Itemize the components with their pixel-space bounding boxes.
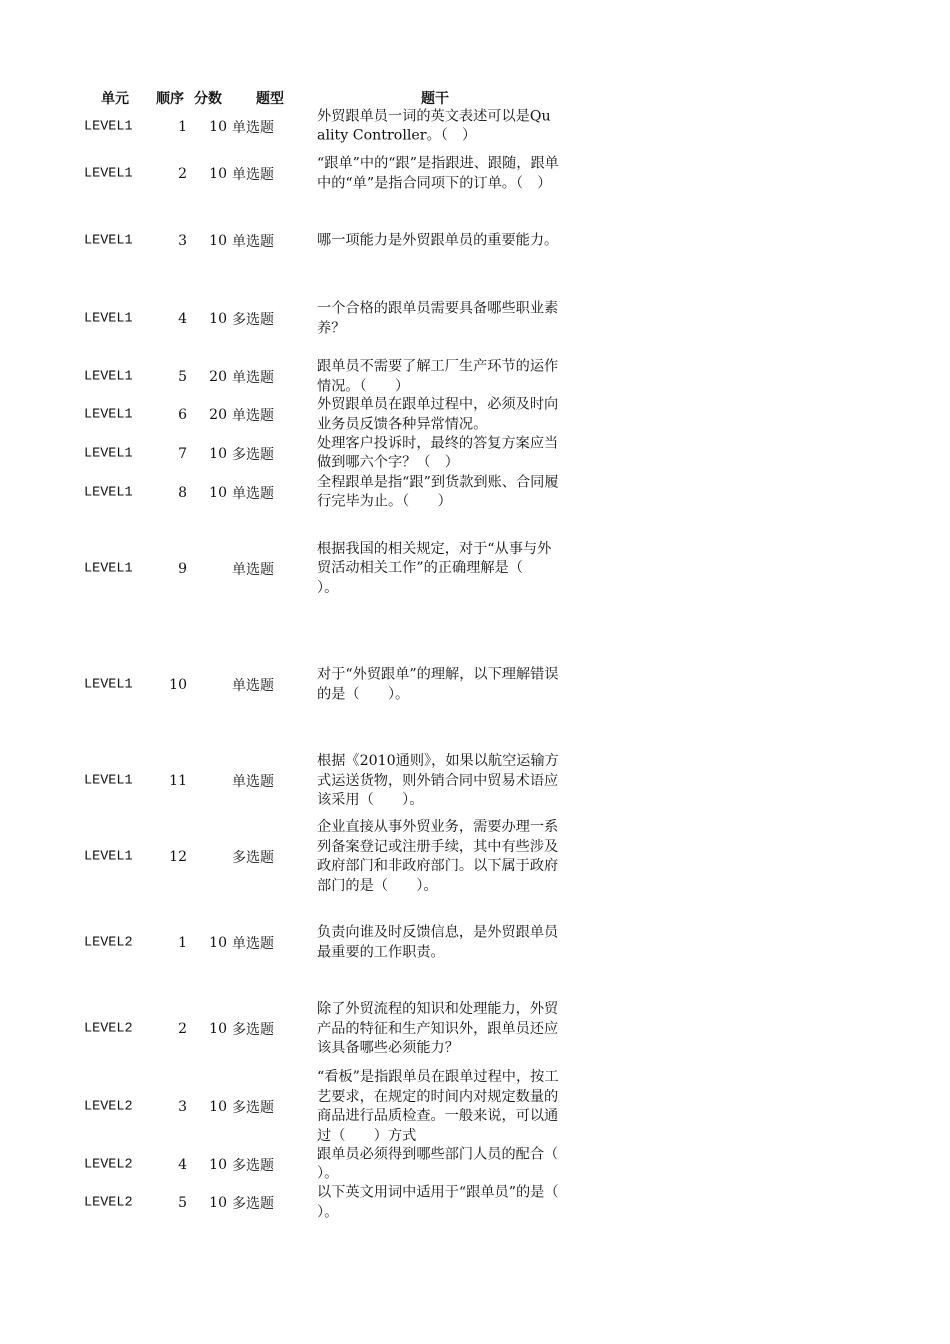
stem-cell: 根据《2010通则》，如果以航空运输方式运送货物，则外销合同中贸易术语应该采用（ ）。 <box>317 752 559 808</box>
unit-cell: LEVEL1 <box>84 407 133 423</box>
order-cell: 11 <box>169 773 187 789</box>
order-cell: 5 <box>178 1195 187 1211</box>
table-row <box>0 817 950 897</box>
stem-cell: 一个合格的跟单员需要具备哪些职业素养？ <box>317 300 559 336</box>
table-row <box>0 434 950 473</box>
stem-cell: 企业直接从事外贸业务，需要办理一系列备案登记或注册手续，其中有些涉及政府部门和非政府部门。以下属于政府部门的是（ ）。 <box>317 819 559 894</box>
order-cell: 6 <box>178 407 187 423</box>
table-row <box>0 625 950 745</box>
score-cell: 10 <box>209 1021 227 1037</box>
score-cell: 10 <box>209 233 227 249</box>
unit-cell: LEVEL2 <box>84 935 133 951</box>
table-row <box>0 107 950 146</box>
order-cell: 2 <box>178 166 187 182</box>
unit-cell: LEVEL1 <box>84 485 133 500</box>
unit-cell: LEVEL1 <box>84 166 133 182</box>
score-cell: 10 <box>209 311 227 327</box>
type-cell: 单选题 <box>232 408 274 424</box>
order-cell: 3 <box>178 1099 187 1115</box>
score-cell: 10 <box>209 1156 227 1173</box>
score-cell: 10 <box>209 118 227 135</box>
stem-cell: 全程跟单是指“跟”到货款到账、合同履行完毕为止。（ ） <box>317 474 559 510</box>
stem-cell: 跟单员不需要了解工厂生产环节的运作情况。（ ） <box>317 358 559 394</box>
score-cell: 20 <box>209 407 227 423</box>
header-type: 题型 <box>256 91 284 107</box>
stem-cell: “跟单”中的“跟”是指跟进、跟随，跟单中的“单”是指合同项下的订单。（ ） <box>317 155 559 191</box>
type-cell: 多选题 <box>232 1100 274 1116</box>
score-cell: 10 <box>209 445 227 462</box>
table-row <box>0 1184 950 1222</box>
unit-cell: LEVEL2 <box>84 1021 133 1037</box>
table-row <box>0 280 950 358</box>
score-cell: 10 <box>209 935 227 951</box>
type-cell: 单选题 <box>232 370 274 386</box>
unit-cell: LEVEL2 <box>84 1099 133 1115</box>
table-row <box>0 358 950 396</box>
table-row <box>0 1069 950 1145</box>
type-cell: 单选题 <box>232 167 274 183</box>
order-cell: 10 <box>169 677 187 693</box>
type-cell: 多选题 <box>232 312 274 328</box>
unit-cell: LEVEL2 <box>84 1195 133 1211</box>
stem-cell: 以下英文用词中适用于“跟单员”的是（ ）。 <box>317 1184 587 1220</box>
type-cell: 多选题 <box>232 850 274 866</box>
table-row <box>0 512 950 625</box>
table-row <box>0 473 950 512</box>
type-cell: 单选题 <box>232 678 274 694</box>
order-cell: 7 <box>178 445 187 462</box>
stem-cell: 除了外贸流程的知识和处理能力，外贸产品的特征和生产知识外，跟单员还应该具备哪些必须能力？ <box>317 1000 559 1056</box>
order-cell: 2 <box>178 1021 187 1037</box>
type-cell: 单选题 <box>232 561 274 578</box>
order-cell: 5 <box>178 369 187 385</box>
table-row <box>0 146 950 202</box>
stem-cell: 根据我国的相关规定，对于“从事与外贸活动相关工作”的正确理解是（ ）。 <box>317 540 552 596</box>
score-cell: 10 <box>209 484 227 501</box>
stem-cell: 对于“外贸跟单”的理解，以下理解错误的是（ ）。 <box>317 666 559 702</box>
stem-cell: 负责向谁及时反馈信息，是外贸跟单员最重要的工作职责。 <box>317 924 559 960</box>
score-cell: 10 <box>209 166 227 182</box>
unit-cell: LEVEL1 <box>84 119 133 134</box>
header-order: 顺序 <box>156 91 184 107</box>
unit-cell: LEVEL1 <box>84 311 133 327</box>
type-cell: 多选题 <box>232 1022 274 1038</box>
unit-cell: LEVEL1 <box>84 446 133 461</box>
table-row <box>0 989 950 1069</box>
type-cell: 单选题 <box>232 936 274 952</box>
table-row <box>0 202 950 280</box>
score-cell: 10 <box>209 1099 227 1115</box>
stem-cell: “看板”是指跟单员在跟单过程中，按工艺要求，在规定的时间内对规定数量的商品进行品质检查。一般来说，可以通过（ ）方式 <box>317 1069 559 1144</box>
type-cell: 单选题 <box>232 234 274 250</box>
type-cell: 单选题 <box>232 119 274 136</box>
score-cell: 20 <box>209 369 227 385</box>
stem-cell: 处理客户投诉时，最终的答复方案应当做到哪六个字？（ ） <box>317 435 559 471</box>
order-cell: 12 <box>169 849 187 865</box>
header-score: 分数 <box>194 91 222 107</box>
unit-cell: LEVEL1 <box>84 849 133 865</box>
header-unit: 单元 <box>101 91 129 107</box>
header-stem: 题干 <box>421 91 449 107</box>
stem-cell: 哪一项能力是外贸跟单员的重要能力。 <box>317 232 559 249</box>
order-cell: 1 <box>178 935 187 951</box>
table-row <box>0 745 950 817</box>
table-row <box>0 396 950 434</box>
order-cell: 8 <box>178 484 187 501</box>
order-cell: 9 <box>178 560 187 577</box>
order-cell: 4 <box>178 311 187 327</box>
type-cell: 多选题 <box>232 1157 274 1174</box>
table-row <box>0 1145 950 1184</box>
type-cell: 单选题 <box>232 774 274 790</box>
unit-cell: LEVEL1 <box>84 773 133 789</box>
stem-cell: 跟单员必须得到哪些部门人员的配合（ ）。 <box>317 1146 587 1182</box>
order-cell: 4 <box>178 1156 187 1173</box>
score-cell: 10 <box>209 1195 227 1211</box>
stem-cell: 外贸跟单员在跟单过程中，必须及时向业务员反馈各种异常情况。 <box>317 396 559 432</box>
order-cell: 1 <box>178 118 187 135</box>
type-cell: 多选题 <box>232 446 274 463</box>
unit-cell: LEVEL1 <box>84 233 133 249</box>
table-row <box>0 897 950 989</box>
unit-cell: LEVEL1 <box>84 677 133 693</box>
unit-cell: LEVEL1 <box>84 561 133 576</box>
order-cell: 3 <box>178 233 187 249</box>
unit-cell: LEVEL1 <box>84 369 133 385</box>
unit-cell: LEVEL2 <box>84 1157 133 1172</box>
type-cell: 多选题 <box>232 1196 274 1212</box>
type-cell: 单选题 <box>232 485 274 502</box>
stem-cell: 外贸跟单员一词的英文表述可以是Quality Controller。（ ） <box>317 108 551 144</box>
